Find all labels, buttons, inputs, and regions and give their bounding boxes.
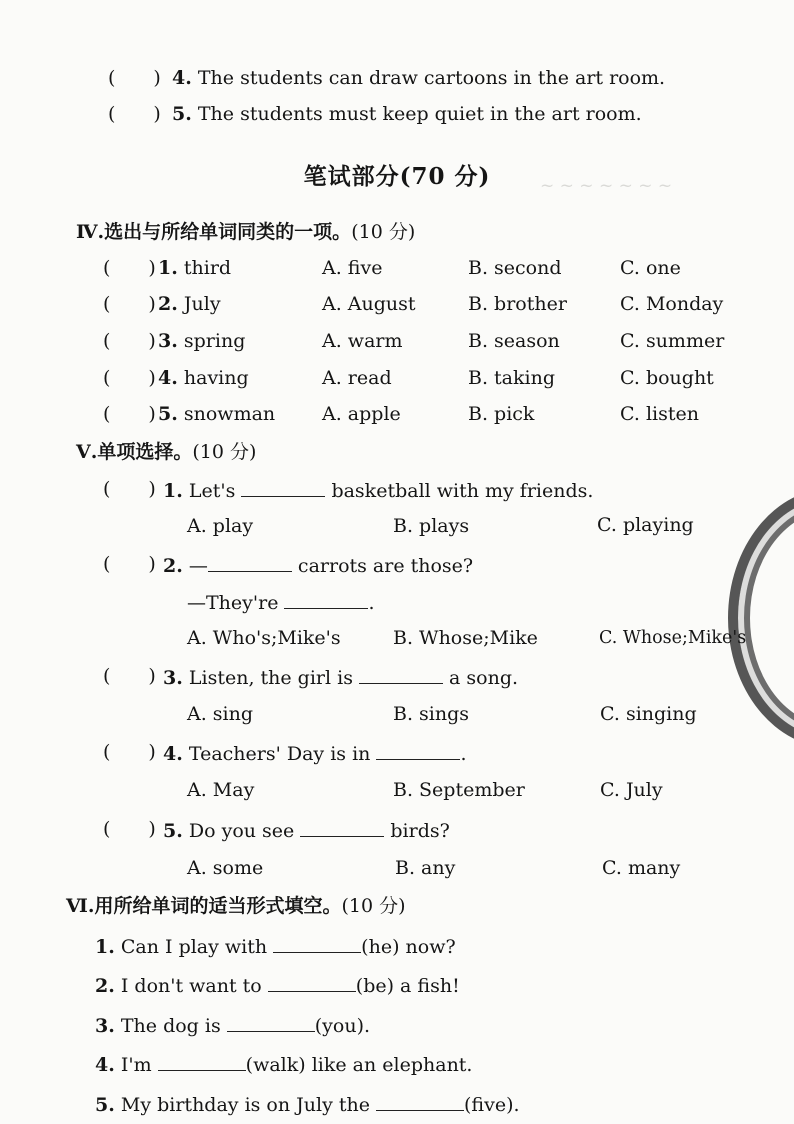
option-b: B. plays — [393, 515, 470, 537]
section-6-heading: Ⅵ.用所给单词的适当形式填空。(10 分) — [66, 895, 406, 917]
fill-item-2: 2. I don't want to (be) a fish! — [95, 975, 460, 997]
answer-blank[interactable] — [208, 553, 292, 572]
option-c: C. one — [620, 257, 681, 279]
word-item-4: 4. having — [158, 367, 249, 389]
answer-paren: ( ) — [108, 67, 161, 89]
option-c: C. playing — [597, 514, 694, 536]
option-a: A. apple — [322, 403, 401, 425]
answer-paren: ( ) — [103, 741, 156, 763]
mc-question-2: 2. — carrots are those? — [163, 555, 474, 577]
section-5-heading: Ⅴ.单项选择。(10 分) — [76, 441, 257, 463]
option-a: A. read — [322, 367, 392, 389]
option-c: C. July — [600, 779, 663, 801]
mc-question-4: 4. Teachers' Day is in . — [163, 743, 467, 765]
fill-item-5: 5. My birthday is on July the (five). — [95, 1094, 520, 1116]
option-c: C. Monday — [620, 293, 724, 315]
fill-item-3: 3. The dog is (you). — [95, 1015, 371, 1037]
option-b: B. brother — [468, 293, 567, 315]
option-c: C. singing — [600, 703, 697, 725]
option-b: B. any — [395, 857, 456, 879]
option-c: C. listen — [620, 403, 699, 425]
option-b: B. season — [468, 330, 560, 352]
answer-blank[interactable] — [268, 973, 356, 992]
option-b: B. pick — [468, 403, 535, 425]
answer-blank[interactable] — [273, 934, 361, 953]
option-b: B. sings — [393, 703, 470, 725]
word-item-1: 1. third — [158, 257, 232, 279]
section-4-heading: Ⅳ.选出与所给单词同类的一项。(10 分) — [76, 221, 416, 243]
answer-paren: ( ) — [103, 257, 156, 279]
option-b: B. taking — [468, 367, 555, 389]
answer-paren: ( ) — [103, 665, 156, 687]
answer-paren: ( ) — [103, 293, 156, 315]
fill-item-1: 1. Can I play with (he) now? — [95, 936, 456, 958]
mc-question-5: 5. Do you see birds? — [163, 820, 450, 842]
mc-question-1: 1. Let's basketball with my friends. — [163, 480, 594, 502]
stamp-seal — [728, 488, 794, 748]
option-c: C. many — [602, 857, 681, 879]
mc-question-3: 3. Listen, the girl is a song. — [163, 667, 519, 689]
answer-blank[interactable] — [376, 1092, 464, 1111]
answer-blank[interactable] — [241, 478, 325, 497]
word-item-3: 3. spring — [158, 330, 246, 352]
fill-item-4: 4. I'm (walk) like an elephant. — [95, 1054, 473, 1076]
option-c: C. Whose;Mike's — [599, 628, 747, 648]
option-a: A. play — [187, 515, 254, 537]
option-a: A. some — [187, 857, 264, 879]
option-b: B. September — [393, 779, 525, 801]
option-a: A. sing — [187, 703, 254, 725]
option-a: A. May — [187, 779, 255, 801]
answer-blank[interactable] — [359, 665, 443, 684]
option-c: C. bought — [620, 367, 714, 389]
answer-paren: ( ) — [103, 403, 156, 425]
mc-question-2-reply: —They're . — [187, 592, 375, 614]
bleed-through-text: ~ ~ ~ ~ ~ ~ ~ — [540, 176, 673, 196]
option-a: A. August — [322, 293, 416, 315]
answer-paren: ( ) — [103, 553, 156, 575]
answer-blank[interactable] — [158, 1052, 246, 1071]
option-b: B. second — [468, 257, 562, 279]
answer-paren: ( ) — [103, 478, 156, 500]
option-b: B. Whose;Mike — [393, 627, 538, 649]
listening-item-4: 4. The students can draw cartoons in the art room. — [172, 67, 666, 89]
word-item-2: 2. July — [158, 293, 221, 315]
option-c: C. summer — [620, 330, 725, 352]
option-a: A. warm — [322, 330, 403, 352]
listening-item-5: 5. The students must keep quiet in the art room. — [172, 103, 642, 125]
answer-blank[interactable] — [227, 1013, 315, 1032]
answer-blank[interactable] — [284, 590, 368, 609]
answer-paren: ( ) — [103, 818, 156, 840]
answer-paren: ( ) — [103, 367, 156, 389]
answer-blank[interactable] — [300, 818, 384, 837]
option-a: A. five — [322, 257, 383, 279]
option-a: A. Who's;Mike's — [187, 627, 341, 649]
written-part-title: 笔试部分(70 分) — [303, 163, 491, 190]
answer-blank[interactable] — [376, 741, 460, 760]
answer-paren: ( ) — [103, 330, 156, 352]
word-item-5: 5. snowman — [158, 403, 276, 425]
answer-paren: ( ) — [108, 103, 161, 125]
